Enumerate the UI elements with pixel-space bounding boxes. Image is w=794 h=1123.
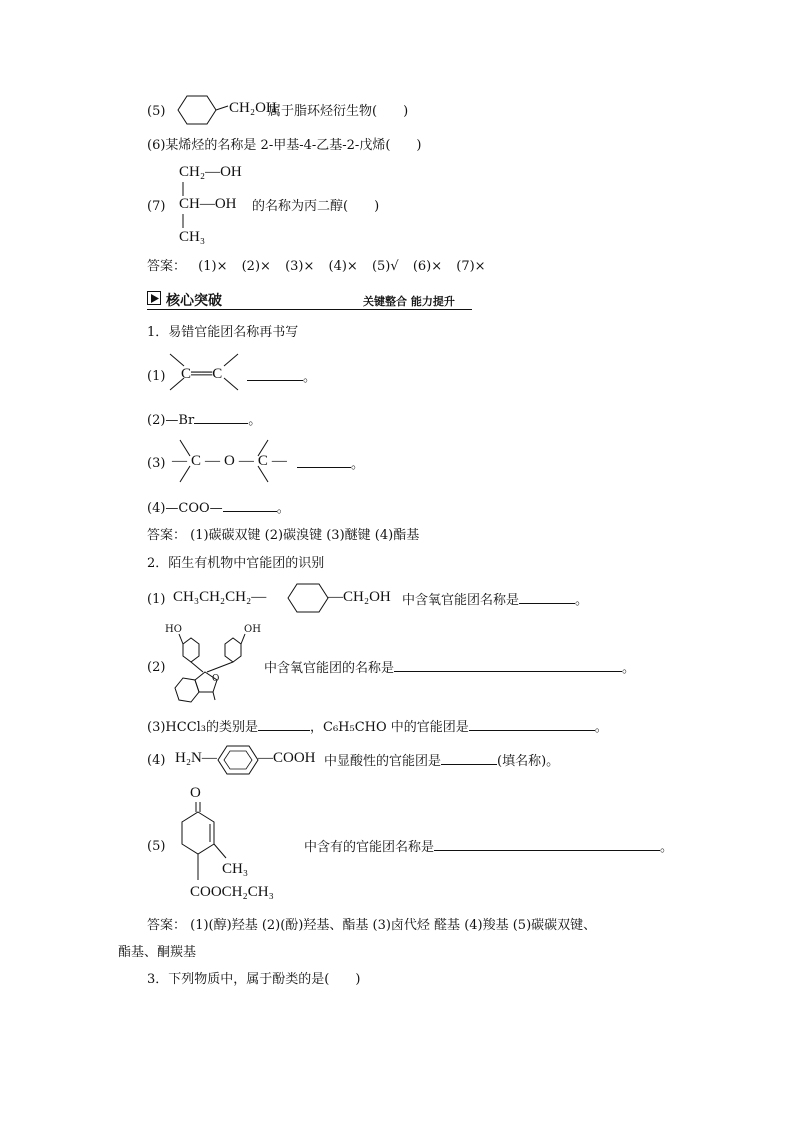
q2-title: 2．陌生有机物中官能团的识别 [147, 556, 325, 571]
section-divider [147, 309, 472, 310]
q-prev-item7-row3: CH₃ [179, 229, 206, 245]
period: 。 [660, 840, 674, 855]
q2-i3-text2: ，C₆H₅CHO 中的官能团是 [310, 720, 469, 735]
q2-i3 [147, 718, 608, 737]
q-prev-item7-row1: CH₂—OH [179, 164, 242, 180]
q2-answer-line1: 答案： (1)(醇)羟基 (2)(酚)羟基、酯基 (3)卤代烃 醛基 (4)羧基 (5)碳碳双键、 [147, 918, 597, 933]
q2-i5-ester: COOCH₂CH₃ [190, 884, 274, 900]
q2-i5-ketone-o: O [190, 785, 201, 801]
q2-i1-num: (1) [147, 592, 166, 607]
section-title: 核心突破 [166, 293, 222, 309]
answer-blank[interactable] [247, 368, 303, 381]
q2-i1-left: CH₃CH₂CH₂— [173, 589, 267, 605]
q1-i1-num: (1) [147, 369, 166, 384]
q1-title: 1．易错官能团名称再书写 [147, 325, 299, 340]
answer-value: (1)× [198, 259, 228, 274]
q2-i1-right: —CH₂OH [328, 589, 391, 605]
q3-title: 3．下列物质中，属于酚类的是( ) [147, 972, 361, 987]
answer-value: (4)× [328, 259, 358, 274]
q2-i2-question [264, 659, 635, 678]
cyclohexane-ring-structure [286, 582, 332, 614]
q2-i4-question [324, 752, 559, 771]
period: 。 [622, 661, 636, 676]
q2-i2-ring-o: O [212, 674, 220, 684]
q1-i4 [147, 499, 290, 518]
answer-label: 答案： [147, 259, 187, 274]
answer-blank[interactable] [469, 718, 595, 731]
q2-i3-text1: (3)HCCl₃的类别是 [147, 720, 259, 735]
q2-i5-methyl: CH₃ [222, 861, 249, 877]
q2-i5-text: 中含有的官能团名称是 [304, 840, 435, 855]
answer-blank[interactable] [258, 718, 310, 731]
vertical-bond [182, 182, 184, 196]
answer-value: (3)× [285, 259, 315, 274]
answer-blank[interactable] [441, 752, 497, 765]
q2-i4-right: —COOH [258, 750, 316, 766]
period: 。 [248, 413, 262, 428]
cyclohexane-ring-structure [172, 94, 232, 128]
q2-i2-text: 中含氧官能团的名称是 [264, 661, 395, 676]
answer-blank[interactable] [394, 659, 622, 672]
q-prev-item5-substituent: CH₂OH [229, 100, 277, 116]
q1-answer: 答案： (1)碳碳双键 (2)碳溴键 (3)醚键 (4)酯基 [147, 528, 420, 543]
answer-blank[interactable] [434, 838, 660, 851]
section-subtitle: 关键整合 能力提升 [363, 295, 455, 308]
q-prev-item7-row2: CH—OH [179, 196, 237, 212]
answer-blank[interactable] [519, 591, 575, 604]
period: 。 [594, 720, 608, 735]
q2-answer-line2: 酯基、酮羰基 [118, 945, 197, 960]
q-prev-item7-text: 的名称为丙二醇( ) [252, 199, 380, 214]
q1-i3-num: (3) [147, 456, 166, 471]
q2-i5-question [304, 838, 673, 857]
period: (填名称)。 [497, 754, 560, 769]
q-prev-answer [147, 258, 486, 276]
period: 。 [351, 457, 365, 472]
vertical-bond [182, 214, 184, 228]
q-prev-item7-num: (7) [147, 199, 166, 214]
q2-i1-question [402, 591, 588, 610]
q1-i4-text: (4)—COO— [147, 501, 223, 516]
q2-i4-text: 中显酸性的官能团是 [324, 754, 442, 769]
answer-value: (5)√ [371, 259, 399, 274]
q2-i5-num: (5) [147, 839, 166, 854]
q1-i3-formula: —C—O—C— [172, 453, 291, 469]
answer-blank[interactable] [194, 411, 248, 424]
q1-i1-answer [247, 368, 316, 387]
answer-blank[interactable] [297, 455, 351, 468]
answer-value: (6)× [412, 259, 443, 274]
answer-value: (2)× [241, 259, 271, 274]
q-prev-item5-text: 属于脂环烃衍生物( ) [268, 104, 409, 119]
period: 。 [575, 593, 589, 608]
period: 。 [303, 370, 317, 385]
q2-i2-oh1: HO [165, 624, 182, 635]
period: 。 [276, 501, 290, 516]
q2-i2-num: (2) [147, 660, 166, 675]
answer-value: (7)× [456, 259, 486, 274]
q1-i1-formula: C══C [181, 366, 223, 382]
answer-blank[interactable] [223, 499, 277, 512]
q1-i2 [147, 411, 261, 430]
q1-i2-text: (2)—Br [147, 413, 195, 428]
q2-i4-left: H₂N— [175, 750, 217, 766]
section-play-icon [147, 291, 161, 305]
q1-i3-answer [297, 455, 364, 474]
q2-i1-text: 中含氧官能团名称是 [402, 593, 520, 608]
q2-i2-oh2: OH [244, 624, 261, 635]
q2-i4-num: (4) [147, 753, 166, 768]
q-prev-item5-num: (5) [147, 104, 166, 119]
benzene-ring-structure [216, 744, 262, 776]
q-prev-item6-text: (6)某烯烃的名称是 2-甲基-4-乙基-2-戊烯( ) [147, 138, 422, 153]
